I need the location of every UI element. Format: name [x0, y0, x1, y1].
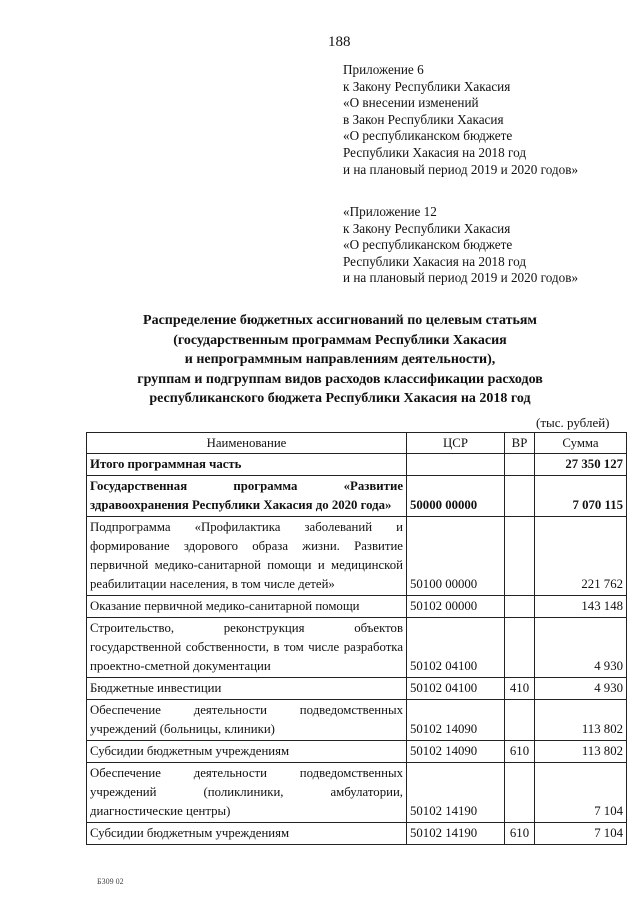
column-header-name: Наименование: [87, 433, 407, 454]
title-line: Распределение бюджетных ассигнований по целевым статьям: [143, 313, 537, 328]
cell-name: Бюджетные инвестиции: [87, 678, 407, 700]
appendix-line: «О республиканском бюджете: [343, 128, 513, 144]
cell-csr: 50000 00000: [407, 476, 505, 517]
cell-name: Государственная программа «Развитие здравоохранения Республики Хакасия до 2020 года»: [87, 476, 407, 517]
cell-sum: 7 104: [535, 823, 627, 845]
column-header-sum: Сумма: [535, 433, 627, 454]
cell-name: Строительство, реконструкция объектов государственной собственности, в том числе разработка проектно-сметной документации: [87, 618, 407, 678]
table-row: [87, 476, 627, 517]
appendix-line: к Закону Республики Хакасия: [343, 78, 511, 94]
cell-csr: 50102 14090: [407, 741, 505, 763]
appendix-line: Республики Хакасия на 2018 год: [343, 253, 527, 269]
page-number: 188: [328, 34, 351, 50]
units-label: (тыс. рублей): [536, 415, 610, 430]
budget-table: [86, 432, 627, 845]
cell-vr: 410: [505, 678, 535, 700]
cell-name: Обеспечение деятельности подведомственных учреждений (больницы, клиники): [87, 700, 407, 741]
appendix-line: Приложение 6: [343, 62, 424, 77]
cell-csr: 50102 00000: [407, 596, 505, 618]
column-header-csr: ЦСР: [407, 433, 505, 454]
table-row: [87, 741, 627, 763]
appendix-line: «Приложение 12: [343, 204, 437, 219]
table-row: [87, 618, 627, 678]
cell-sum: 7 104: [535, 763, 627, 823]
cell-csr: 50102 14190: [407, 823, 505, 845]
cell-vr: [505, 700, 535, 741]
table-row: [87, 517, 627, 596]
cell-sum: 7 070 115: [535, 476, 627, 517]
table-header-row: [87, 433, 627, 454]
cell-sum: 4 930: [535, 618, 627, 678]
cell-name: Обеспечение деятельности подведомственных учреждений (поликлиники, амбулатории, диагностические центры): [87, 763, 407, 823]
cell-name: Подпрограмма «Профилактика заболеваний и формирование здорового образа жизни. Развитие первичной медико-санитарной помощи и медицинской реабилитации населения, в том числе детей»: [87, 517, 407, 596]
cell-vr: [505, 476, 535, 517]
table-body: [87, 454, 627, 845]
appendix-line: и на плановый период 2019 и 2020 годов»: [343, 161, 579, 177]
title-line: группам и подгруппам видов расходов классификации расходов: [137, 371, 543, 387]
cell-sum: 221 762: [535, 517, 627, 596]
table-row: [87, 454, 627, 476]
cell-csr: 50102 14190: [407, 763, 505, 823]
column-header-vr: ВР: [505, 433, 535, 454]
cell-vr: 610: [505, 741, 535, 763]
cell-vr: [505, 517, 535, 596]
cell-sum: 113 802: [535, 741, 627, 763]
table-row: [87, 678, 627, 700]
cell-name: Субсидии бюджетным учреждениям: [87, 823, 407, 845]
appendix-line: к Закону Республики Хакасия: [343, 220, 511, 236]
cell-csr: 50102 04100: [407, 618, 505, 678]
title-line: республиканского бюджета Республики Хакасия на 2018 год: [149, 391, 531, 406]
cell-vr: [505, 618, 535, 678]
cell-sum: 4 930: [535, 678, 627, 700]
cell-vr: [505, 763, 535, 823]
appendix-line: в Закон Республики Хакасия: [343, 111, 504, 127]
cell-sum: 143 148: [535, 596, 627, 618]
cell-csr: 50100 00000: [407, 517, 505, 596]
title-line: и непрограммным направлениям деятельности),: [184, 352, 496, 367]
cell-vr: 610: [505, 823, 535, 845]
appendix-line: и на плановый период 2019 и 2020 годов»: [343, 270, 579, 286]
cell-csr: 50102 14090: [407, 700, 505, 741]
table-row: [87, 596, 627, 618]
appendix-reference-12: [343, 204, 578, 287]
table-row: [87, 700, 627, 741]
cell-csr: 50102 04100: [407, 678, 505, 700]
appendix-line: Республики Хакасия на 2018 год: [343, 144, 527, 160]
cell-vr: [505, 454, 535, 476]
title-line: (государственным программам Республики Хакасия: [173, 332, 507, 348]
cell-name: Субсидии бюджетным учреждениям: [87, 741, 407, 763]
table-row: [87, 823, 627, 845]
cell-sum: 27 350 127: [535, 454, 627, 476]
document-title: [80, 311, 600, 409]
appendix-line: «О республиканском бюджете: [343, 237, 513, 253]
cell-sum: 113 802: [535, 700, 627, 741]
cell-csr: [407, 454, 505, 476]
cell-name: Оказание первичной медико-санитарной помощи: [87, 596, 407, 618]
cell-name: Итого программная часть: [87, 454, 407, 476]
footer-code: Б309 02: [97, 877, 124, 886]
table-row: [87, 763, 627, 823]
appendix-reference-6: [343, 62, 578, 178]
cell-vr: [505, 596, 535, 618]
appendix-line: «О внесении изменений: [343, 95, 479, 111]
